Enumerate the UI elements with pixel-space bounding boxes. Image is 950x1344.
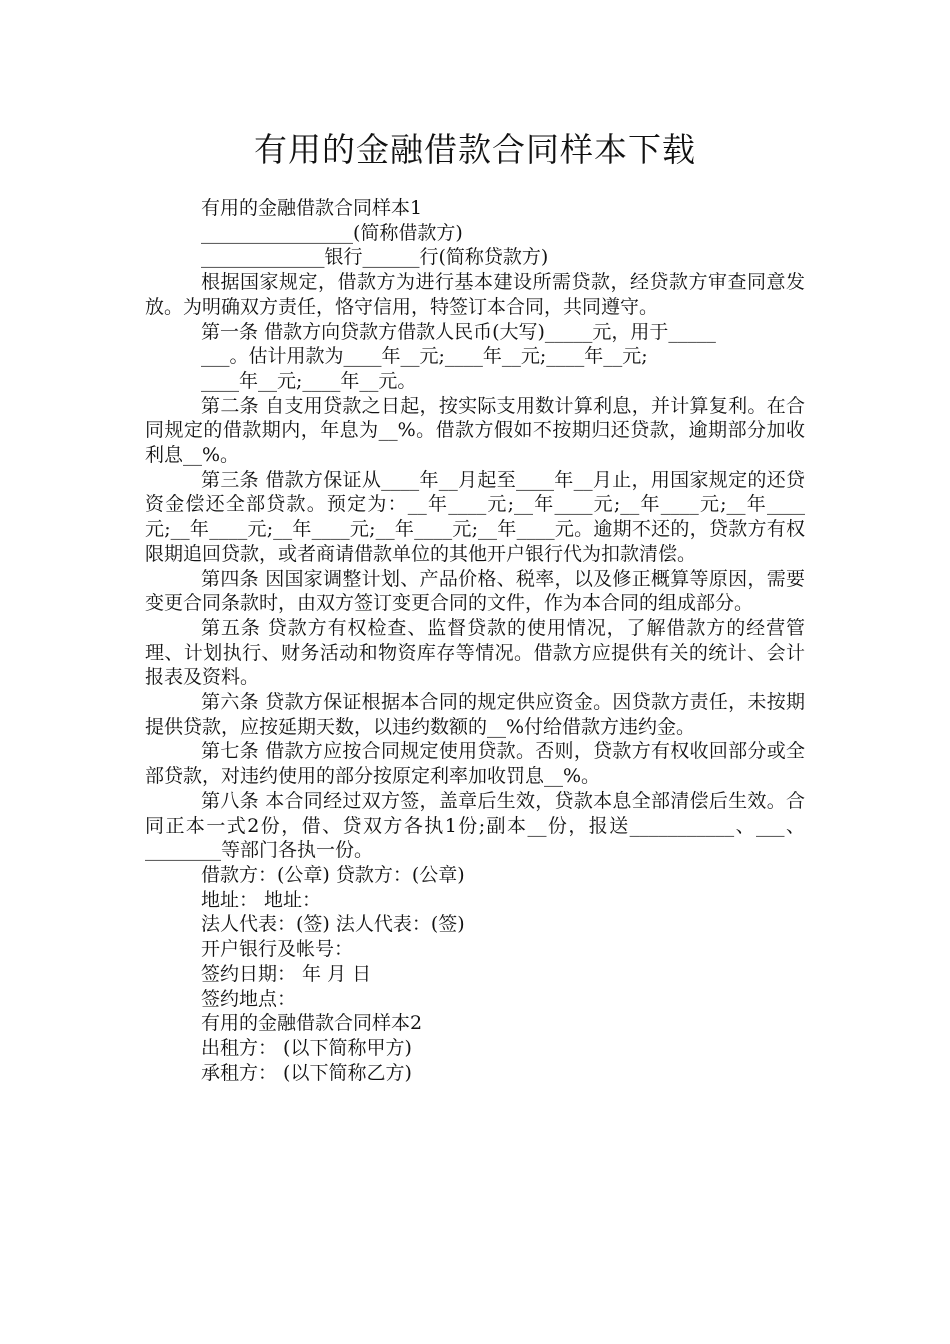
lessee-line: 承租方： (以下简称乙方) <box>201 1061 412 1084</box>
article-6: 第六条 贷款方保证根据本合同的规定供应资金。因贷款方责任，未按期提供贷款，应按延期天数，以违约数额的__%付给借款方违约金。 <box>145 691 805 738</box>
article-7: 第七条 借款方应按合同规定使用贷款。否则，贷款方有权收回部分或全部贷款，对违约使用的部分按原定利率加收罚息__%。 <box>145 740 805 788</box>
lessor-line: 出租方： (以下简称甲方) <box>201 1036 412 1059</box>
article-4: 第四条 因国家调整计划、产品价格、税率，以及修正概算等原因，需要变更合同条款时，由双方签订变更合同的文件，作为本合同的组成部分。 <box>145 567 805 615</box>
article-5: 第五条 贷款方有权检查、监督贷款的使用情况，了解借款方的经营管理、计划执行、财务活动和物资库存等情况。借款方应提供有关的统计、会计报表及资料。 <box>145 616 805 689</box>
section-heading: 有用的金融借款合同样本1 <box>201 197 423 219</box>
preamble-paragraph: 根据国家规定，借款方为进行基本建设所需贷款，经贷款方审查同意发放。为明确双方责任，恪守信用，特签订本合同，共同遵守。 <box>145 271 805 318</box>
article-1-line-2: ___。估计用款为____年__元;____年__元;____年__元; <box>201 345 648 368</box>
document-title: 有用的金融借款合同样本下载 <box>254 130 696 169</box>
signature-parties: 借款方：(公章) 贷款方：(公章) <box>201 863 465 886</box>
article-1: 第一条 借款方向贷款方借款人民币(大写)_____元，用于_____ <box>201 320 716 343</box>
signature-address: 地址： 地址： <box>201 888 322 911</box>
article-1-line-3: ____年__元;____年__元。 <box>201 369 417 392</box>
section-heading-2: 有用的金融借款合同样本2 <box>201 1012 423 1035</box>
signature-place: 签约地点： <box>201 987 297 1010</box>
article-3: 第三条 借款方保证从____年__月起至____年__月止，用国家规定的还贷资金偿还全部贷款。预定为：__年____元;__年____元;__年____元;__年____元;__年____元;__年____元;__年____元;__年____元。逾期不还的，贷款方有权限期追回贷款，或者商请借款单位的其他开户银行代为扣款清偿。 <box>145 468 805 565</box>
borrower-line: ________________(简称借款方) <box>201 221 463 244</box>
article-2: 第二条 自支用贷款之日起，按实际支用数计算利息，并计算复利。在合同规定的借款期内，年息为__%。借款方假如不按期归还贷款，逾期部分加收利息__%。 <box>145 394 805 467</box>
document-body <box>145 196 805 1085</box>
article-8: 第八条 本合同经过双方签，盖章后生效，贷款本息全部清偿后生效。合同正本一式2份，借、贷双方各执1份;副本__份，报送___________、___、________等部门各执一份。 <box>145 789 805 862</box>
signature-bank-account: 开户银行及帐号： <box>201 938 354 961</box>
lender-line: _____________银行______行(简称贷款方) <box>201 246 549 269</box>
document-page <box>145 126 805 1085</box>
signature-date: 签约日期： 年 月 日 <box>201 962 372 985</box>
signature-legal-rep: 法人代表：(签) 法人代表：(签) <box>201 913 465 936</box>
